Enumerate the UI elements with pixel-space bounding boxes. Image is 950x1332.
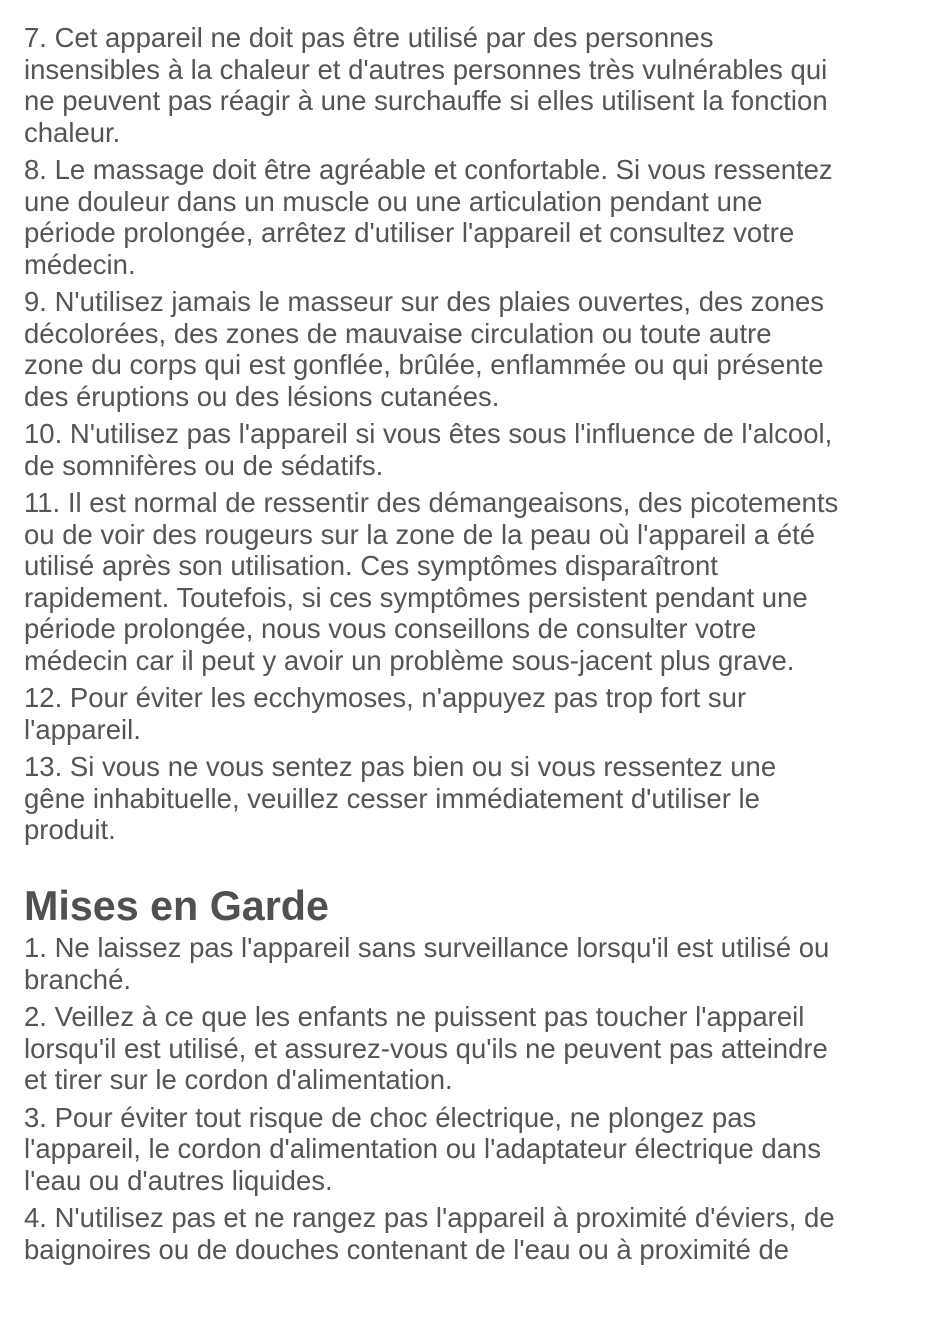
precaution-item-11: 11. Il est normal de ressentir des démangeaisons, des picotements ou de voir des rougeurs sur la zone de la peau où l'appareil a été utilisé après son utilisation. Ces symptômes disparaîtront rapidement. Toutefois, si ces symptômes persistent pendant une période prolongée, nous vous conseillons de consulter votre médecin car il peut y avoir un problème sous-jacent plus grave. [24, 487, 839, 676]
precaution-item-7: 7. Cet appareil ne doit pas être utilisé par des personnes insensibles à la chaleur et d'autres personnes très vulnérables qui ne peuvent pas réagir à une surchauffe si elles utilisent la fonction chaleur. [24, 22, 828, 148]
precaution-item-10: 10. N'utilisez pas l'appareil si vous êtes sous l'influence de l'alcool, de somnifères ou de sédatifs. [24, 418, 833, 481]
precaution-item-8: 8. Le massage doit être agréable et confortable. Si vous ressentez une douleur dans un muscle ou une articulation pendant une période prolongée, arrêtez d'utiliser l'appareil et consultez votre médecin. [24, 154, 833, 280]
precaution-item-9: 9. N'utilisez jamais le masseur sur des plaies ouvertes, des zones décolorées, des zones de mauvaise circulation ou toute autre zone du corps qui est gonflée, brûlée, enflammée ou qui présente des éruptions ou des lésions cutanées. [24, 286, 825, 412]
precautions-list [24, 22, 928, 846]
warning-item-1: 1. Ne laissez pas l'appareil sans surveillance lorsqu'il est utilisé ou branché. [24, 932, 830, 995]
warnings-list [24, 932, 928, 1265]
warnings-heading: Mises en Garde [24, 882, 329, 929]
warning-item-2: 2. Veillez à ce que les enfants ne puissent pas toucher l'appareil lorsqu'il est utilisé, et assurez-vous qu'ils ne peuvent pas atteindre et tirer sur le cordon d'alimentation. [24, 1001, 828, 1095]
precaution-item-12: 12. Pour éviter les ecchymoses, n'appuyez pas trop fort sur l'appareil. [24, 682, 747, 745]
precaution-item-13: 13. Si vous ne vous sentez pas bien ou si vous ressentez une gêne inhabituelle, veuillez cesser immédiatement d'utiliser le produit. [24, 751, 777, 845]
warning-item-3: 3. Pour éviter tout risque de choc électrique, ne plongez pas l'appareil, le cordon d'alimentation ou l'adaptateur électrique dans l'eau ou d'autres liquides. [24, 1101, 821, 1196]
document-page [24, 22, 928, 1271]
warning-item-4: 4. N'utilisez pas et ne rangez pas l'appareil à proximité d'éviers, de baignoires ou de douches contenant de l'eau ou à proximité de [24, 1202, 835, 1265]
